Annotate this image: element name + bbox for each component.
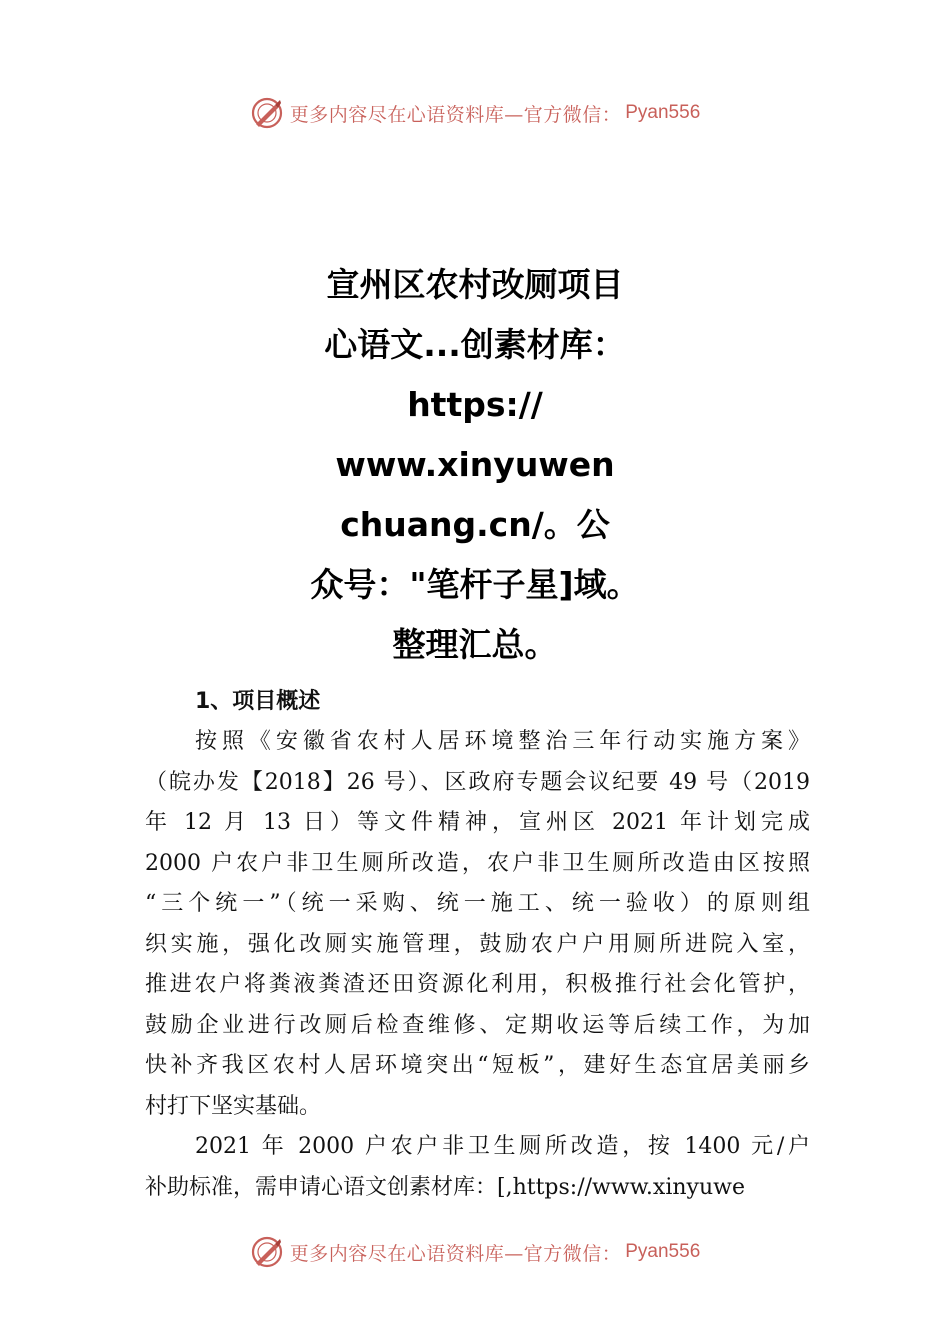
paragraph-2 (145, 1127, 810, 1208)
paragraph-1 (145, 722, 810, 1127)
paragraph-line: 2021 年 2000 户农户非卫生厕所改造，按 1400 元/户 (195, 1134, 810, 1159)
paragraph-line: 村打下坚实基础。 (145, 1093, 322, 1119)
header-banner-text: 更多内容尽在心语资料库—官方微信： (289, 103, 622, 126)
header-wechat-id: Pyan556 (625, 102, 701, 123)
paragraph-line: 年 12 月 13 日）等文件精神，宣州区 2021 年计划完成 (145, 810, 810, 835)
document-body (145, 682, 810, 1208)
pen-logo-icon (250, 1235, 284, 1269)
paragraph-line: 按照《安徽省农村人居环境整治三年行动实施方案》 (195, 729, 810, 754)
footer-banner-text: 更多内容尽在心语资料库—官方微信： (289, 1242, 622, 1265)
header-banner (0, 93, 950, 133)
paragraph-line: “三个统一”（统一采购、统一施工、统一验收）的原则组 (145, 891, 810, 916)
paragraph-line: 快补齐我区农村人居环境突出“短板”，建好生态宜居美丽乡 (145, 1053, 810, 1078)
title-line: 宣州区农村改厕项目 (326, 265, 624, 304)
title-line: 整理汇总。 (392, 625, 558, 664)
paragraph-line: （皖办发【2018】26 号）、区政府专题会议纪要 49 号（2019 (145, 769, 810, 795)
paragraph-line: 鼓励企业进行改厕后检查维修、定期收运等后续工作，为加 (145, 1012, 810, 1038)
section-heading: 1、项目概述 (195, 689, 321, 714)
paragraph-line: 推进农户将粪液粪渣还田资源化利用，积极推行社会化管护， (145, 972, 810, 997)
title-line: chuang.cn/。公 (340, 505, 610, 544)
paragraph-line: 2000 户农户非卫生厕所改造，农户非卫生厕所改造由区按照 (145, 850, 810, 876)
title-line: 心语文...创素材库： (324, 325, 626, 364)
title-line: www.xinyuwen (335, 445, 615, 484)
pen-logo-icon (250, 96, 284, 130)
paragraph-line: 织实施，强化改厕实施管理，鼓励农户户用厕所进院入室， (145, 931, 810, 957)
footer-banner (0, 1232, 950, 1272)
title-line: https:// (407, 385, 543, 424)
document-title (0, 255, 950, 675)
title-line: 众号："笔杆子星]域。 (310, 565, 640, 604)
footer-wechat-id: Pyan556 (625, 1241, 701, 1262)
paragraph-line: 补助标准，需申请心语文创素材库：[,https://www.xinyuwe (145, 1174, 745, 1200)
